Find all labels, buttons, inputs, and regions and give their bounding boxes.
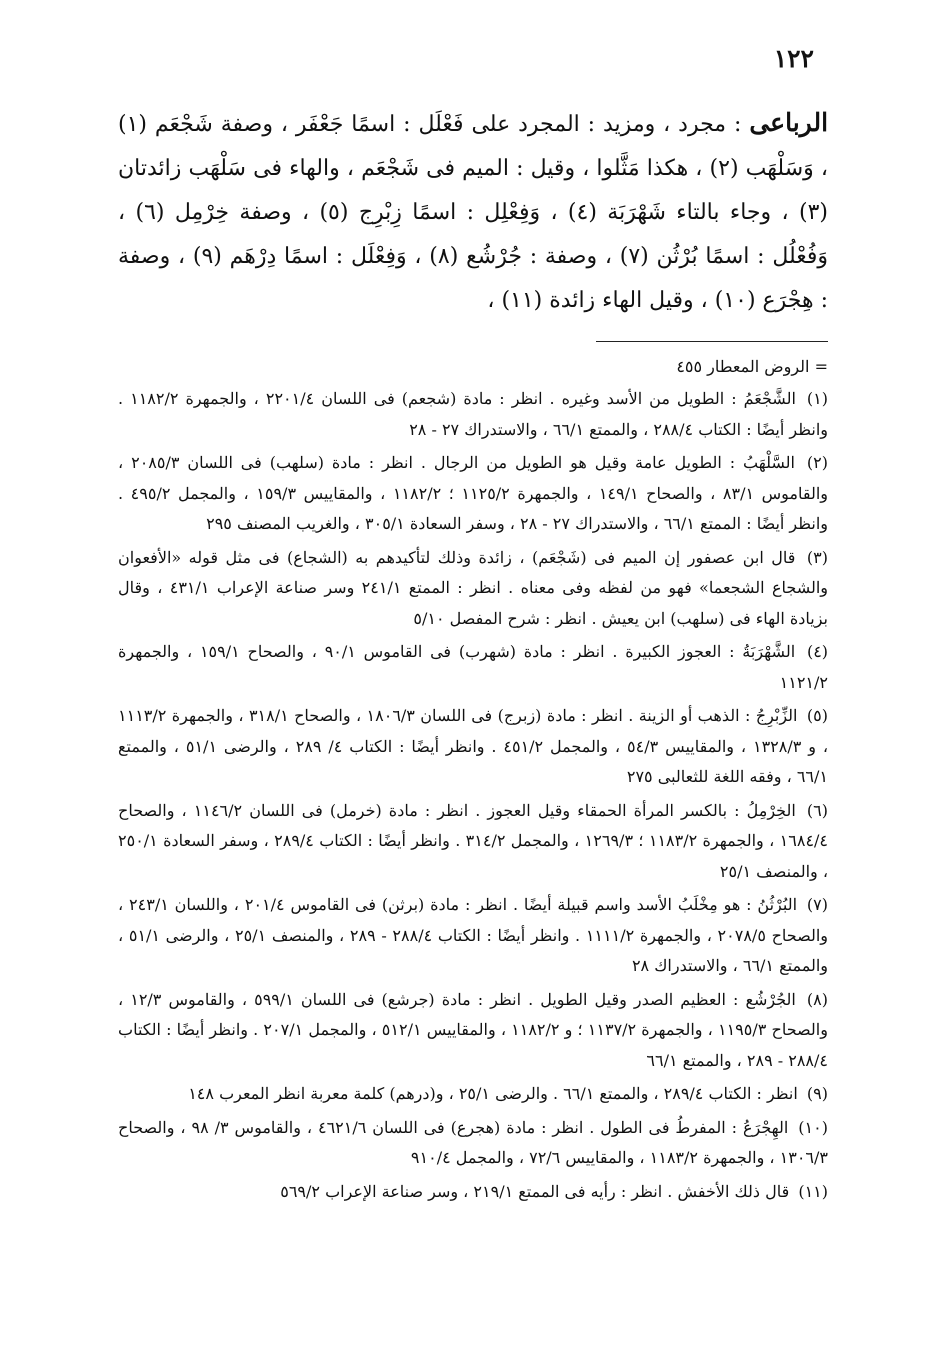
main-paragraph (118, 101, 828, 323)
page-number: ١٢٢ (773, 44, 814, 73)
footnote-number: (١٠) (798, 1117, 828, 1137)
footnote-text: قال ذلك الأخفش . انظر : رأيه فى الممتع ٢١٩/١ ، وسر صناعة الإعراب ٥٦٩/٢ (280, 1181, 790, 1201)
footnote-text: الزِّبْرِجُ : الذهب أو الزينة . انظر : مادة (زبرج) فى اللسان ١٨٠٦/٣ ، والصحاح ٣١٨/١ ، والجمهرة ١١١٣/٢ ، و ١٣٢٨/٣ ، والمقاييس ٥٤/٣ ، والمجمل ٤٥١/٢ . وانظر أيضًا : الكتاب ٤/ ٢٨٩ ، والرضى ٥١/١ ، والممتع ٦٦/١ ، وفقه اللغة للثعالبى ٢٧٥ (118, 706, 829, 786)
footnote-number: (٨) (806, 989, 828, 1009)
footnote-text: الخِرْمِلُ : بالكسر المرأة الحمقاء وقيل العجوز . انظر : مادة (خرمل) فى اللسان ١١٤٦/٢ ، والصحاح ١٦٨٤/٤ ، والجمهرة ١١٨٣/٢ ؛ ١٢٦٩/٣ ، والمجمل ٣١٤/٢ . وانظر أيضًا : الكتاب ٢٨٩/٤ ، وسفر السعادة ٢٥٠/١ ، والمنصف ٢٥/١ (118, 800, 829, 881)
footnote (118, 1177, 828, 1208)
footnotes-list (118, 384, 828, 1207)
footnote (118, 796, 828, 888)
footnote-continuation: = الروض المعطار ٤٥٥ (676, 357, 828, 376)
footnote-separator (596, 341, 828, 342)
footnote (118, 384, 828, 445)
footnote (118, 1113, 828, 1174)
footnote-number: (١١) (798, 1181, 828, 1201)
footnote (118, 637, 828, 698)
footnote-number: (٤) (806, 642, 829, 661)
footnote-number: (٩) (806, 1084, 828, 1103)
footnote (118, 543, 828, 635)
footnote-text: الشَّجْعَمُ : الطويل من الأسد وغيره . انظر : مادة (شجعم) فى اللسان ٢٢٠١/٤ ، والجمهرة ١١٨٢/٢ . وانظر أيضًا : الكتاب ٢٨٨/٤ ، والممتع ٦٦/١ ، والاستدراك ٢٧ - ٢٨ (118, 389, 828, 439)
footnote (118, 985, 828, 1077)
footnote-text: السَّلْهَبُ : الطويل عامة وقيل هو الطويل من الرجال . انظر : مادة (سلهب) فى اللسان ٢٠٨٥/٣ ، والقاموس ٨٣/١ ، والصحاح ١٤٩/١ ، والجمهرة ١١٢٥/٢ ؛ ١١٨٢/٢ ، والمقاييس ١٥٩/٣ ، والمجمل ٤٩٥/٢ . وانظر أيضًا : الممتع ٦٦/١ ، والاستدراك ٢٧ - ٢٨ ، وسفر السعادة ٣٠٥/١ ، والغريب المصنف ٢٩٥ (118, 453, 829, 533)
footnote-number: (٦) (806, 800, 828, 820)
footnote-number: (٥) (806, 706, 828, 725)
main-paragraph-text: : مجرد ، ومزيد : المجرد على فَعْلَل : اسمًا جَعْفَر ، وصفة شَجْعَم (١) ، وَسَلْهَب (٢) ، هكذا مَثَّلوا ، وقيل : الميم فى شَجْعَم ، والهاء فى سَلْهَب زائدتان (٣) ، وجاء بالتاء شَهْرَبَة (٤) ، وَفِعْلِل : اسمًا زِبْرِج (٥) ، وصفة خِرْمِل (٦) ، وَفُعْلُل : اسمًا بُرْثُن (٧) ، وصفة : جُرْشُع (٨) ، وَفِعْلَل : اسمًا دِرْهَم (٩) ، وصفة : هِجْرَع (١٠) ، وقيل الهاء زائدة (١١) ، (118, 112, 829, 313)
footnote-text: انظر : الكتاب ٢٨٩/٤ ، والممتع ٦٦/١ . والرضى ٢٥/١ ، و(درهم) كلمة معربة انظر المعرب ١٤٨ (188, 1084, 798, 1103)
footnote-number: (٢) (806, 453, 829, 472)
lead-term: الرباعى (749, 108, 829, 137)
footnote (118, 701, 828, 793)
footnote (118, 890, 828, 982)
footnote-text: الهِجْرَعُ : المفرطُ فى الطول . انظر : مادة (هجرع) فى اللسان ٤٦٢١/٦ ، والقاموس ٣/ ٩٨ ، والصحاح ١٣٠٦/٣ ، والجمهرة ١١٨٣/٢ ، والمقاييس ٧٢/٦ ، والمجمل ٩١٠/٤ (118, 1117, 828, 1167)
footnote (118, 1079, 828, 1110)
footnote-number: (٧) (806, 895, 829, 914)
footnote (118, 448, 828, 540)
footnote-text: البُرْثُنُ : هو مِخْلَبُ الأسد واسم قبيلة أيضًا . انظر : مادة (برثن) فى القاموس ٢٠١/٤ ، واللسان ٢٤٣/١ ، والصحاح ٢٠٧٨/٥ ، والجمهرة ١١١١/٢ . وانظر أيضًا : الكتاب ٢٨٨/٤ - ٢٨٩ ، والمنصف ٢٥/١ ، والرضى ٥١/١ ، والممتع ٦٦/١ ، والاستدراك ٢٨ (118, 895, 829, 975)
footnote-text: الشَّهْرَبَةُ : العجوز الكبيرة . انظر : مادة (شهرب) فى القاموس ٩٠/١ ، والصحاح ١٥٩/١ ، والجمهرة ١١٢١/٢ (118, 642, 828, 692)
footnote-number: (٣) (806, 547, 828, 567)
footnote-text: الجُرْشُع : العظيم الصدر وقيل الطويل . انظر : مادة (جرشع) فى اللسان ٥٩٩/١ ، والقاموس ١٢/٣ ، والصحاح ١١٩٥/٣ ، والجمهرة ١١٣٧/٢ ؛ و ١١٨٢/٢ ، والمقاييس ٥١٢/١ ، والمجمل ٢٠٧/١ . وانظر أيضًا : الكتاب ٢٨٨/٤ - ٢٨٩ ، والممتع ٦٦/١ (118, 989, 828, 1070)
footnote-text: قال ابن عصفور إن الميم فى (شَجْعَم) ، زائدة وذلك لتأكيدهم به (الشجاع) فى مثل قوله «الأفعوان والشجاع الشجعما» فهو من لفظه وفى معناه . انظر : الممتع ٢٤١/١ وسر صناعة الإعراب ٤٣١/١ ، وقال بزيادة الهاء فى (سلهب) ابن يعيش . انظر : شرح المفصل ٥/١٠ (118, 547, 829, 628)
footnote-number: (١) (806, 389, 829, 408)
